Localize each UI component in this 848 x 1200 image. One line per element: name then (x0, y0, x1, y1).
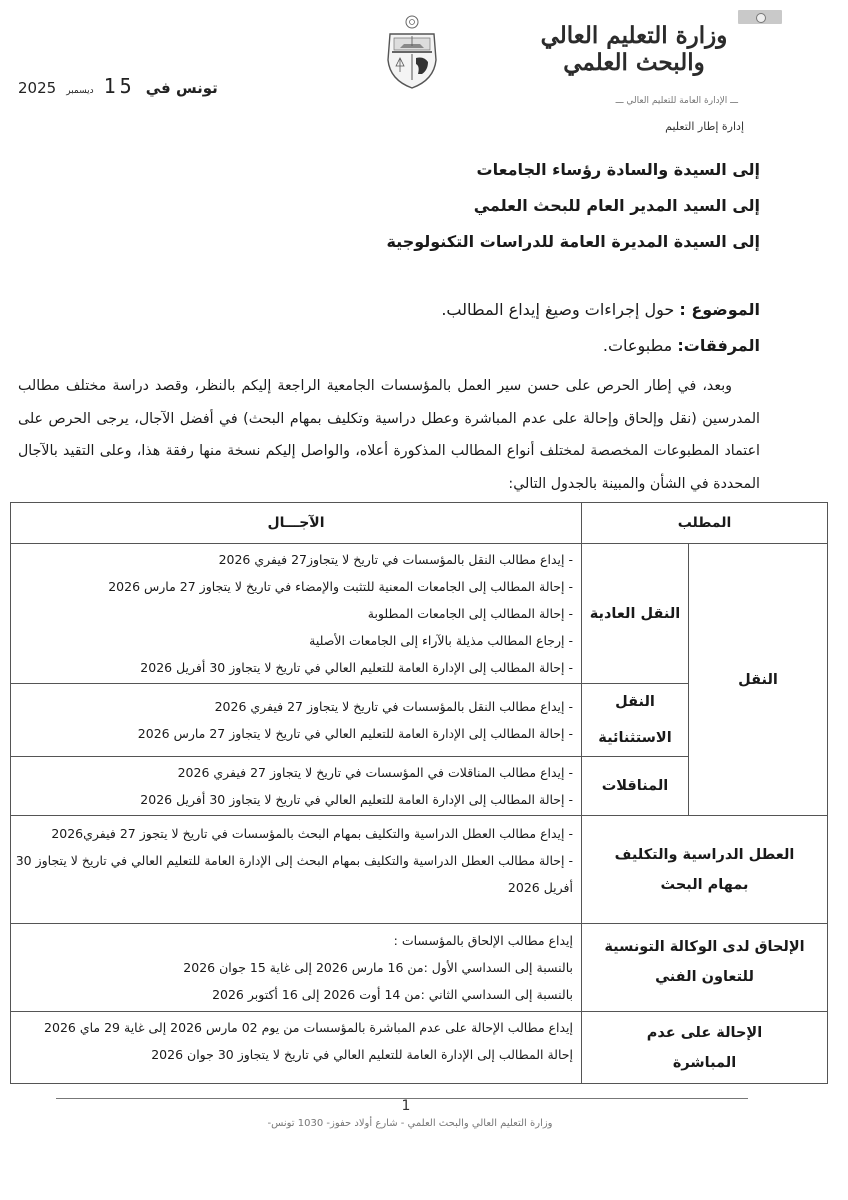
general-directorate: ـــ الإدارة العامة للتعليم العالي ـــ (615, 96, 738, 106)
row-category: الإلحاق لدى الوكالة التونسية للتعاون الفني (582, 924, 828, 1012)
table-header-row (11, 503, 828, 544)
ministry-title-line2: والبحث العلمي (563, 49, 705, 76)
deadline-item: إيداع مطالب الإحالة على عدم المباشرة بالمؤسسات من يوم 02 مارس 2026 إلى غاية 29 ماي 2026 (44, 1020, 573, 1035)
deadline-item: إيداع مطالب الإلحاق بالمؤسسات : (393, 933, 573, 948)
dateline (18, 74, 218, 98)
row-category: النقل الاستثنائية (582, 684, 689, 757)
row-deadlines (11, 544, 582, 684)
deadline-item: - إحالة المطالب إلى الجامعات المطلوبة (367, 606, 573, 621)
recipient-line: إلى السيد المدير العام للبحث العلمي (473, 196, 760, 215)
page-number: 1 (401, 1098, 411, 1114)
row-deadlines (11, 757, 582, 816)
header-request: المطلب (582, 503, 828, 544)
row-category: العطل الدراسية والتكليف بمهام البحث (582, 816, 828, 924)
footer-address: وزارة التعليم العالي والبحث العلمي - شارع أولاد حفوز- 1030 تونس- (267, 1118, 553, 1129)
body-text: وبعد، في إطار الحرص على حسن سير العمل بالمؤسسات الجامعية الراجعة إليكم بالنظر، وقصد دراسة مختلف مطالب المدرسين (نقل وإلحاق وإحالة على عدم المباشرة وعطل دراسية وتكليف بمهام البحث) في أفضل الآجال، يرجى الحرص على اعتماد المطبوعات المخصصة لمختلف أنواع المطالب المذكورة أعلاه، والواصل إليكم نسخة منها رفقة هذا، وعلى التقيد بالآجال المحددة في الشأن والمبينة بالجدول التالي: (18, 378, 760, 492)
deadline-item: - إحالة المطالب إلى الإدارة العامة للتعليم العالي في تاريخ لا يتجاوز 27 مارس 2026 (137, 726, 573, 741)
deadline-item: - إيداع مطالب النقل بالمؤسسات في تاريخ لا يتجاوز 27 فيفري 2026 (214, 699, 573, 714)
deadlines-table (10, 502, 828, 1084)
deadline-item: بالنسبة إلى السداسي الأول :من 16 مارس 2026 إلى غاية 15 جوان 2026 (183, 960, 573, 975)
row-deadlines (11, 816, 582, 924)
subject-label: الموضوع : (679, 300, 760, 319)
row-category: الإحالة على عدم المباشرة (582, 1012, 828, 1084)
date-month: ديسمبر (66, 86, 94, 96)
transfer-group-label: النقل (689, 544, 828, 816)
subject-block (160, 292, 760, 364)
body-paragraph (18, 370, 760, 500)
deadline-item: إحالة المطالب إلى الإدارة العامة للتعليم العالي في تاريخ لا يتجاوز 30 جوان 2026 (151, 1047, 573, 1062)
row-deadlines (11, 924, 582, 1012)
table-row (11, 816, 828, 924)
deadline-item: - إحالة المطالب إلى الإدارة العامة للتعليم العالي في تاريخ لا يتجاوز 30 أفريل 2026 (140, 792, 573, 807)
row-deadlines (11, 1012, 582, 1084)
deadline-item: - إحالة المطالب إلى الجامعات المعنية للتثبت والإمضاء في تاريخ لا يتجاوز 27 مارس 2026 (108, 579, 573, 594)
attachments-text: مطبوعات. (602, 336, 673, 355)
date-day: 15 (103, 74, 136, 98)
recipients-block (260, 152, 760, 260)
deadline-item: - إرجاع المطالب مذيلة بالآراء إلى الجامعات الأصلية (309, 633, 573, 648)
date-city: تونس في (145, 79, 218, 97)
table-row (11, 544, 828, 684)
table-row (11, 924, 828, 1012)
department-name: إدارة إطار التعليم (665, 120, 744, 133)
ministry-title (484, 22, 784, 76)
deadline-item: - إيداع مطالب النقل بالمؤسسات في تاريخ لا يتجاوز27 فيفري 2026 (218, 552, 573, 567)
subject-line (160, 292, 760, 328)
attachments-label: المرفقات: (677, 336, 760, 355)
row-category: النقل العادية (582, 544, 689, 684)
deadline-item: - إيداع مطالب العطل الدراسية والتكليف بمهام البحث بالمؤسسات في تاريخ لا يتجوز 27 فيفري2026 (51, 826, 573, 841)
row-category: المناقلات (582, 757, 689, 816)
deadline-item: - إحالة المطالب إلى الإدارة العامة للتعليم العالي في تاريخ لا يتجاوز 30 أفريل 2026 (140, 660, 573, 675)
recipient-line: إلى السيدة المديرة العامة للدراسات التكنولوجية (386, 232, 760, 251)
subject-text: حول إجراءات وصيغ إيداع المطالب. (441, 300, 675, 319)
recipient-line: إلى السيدة والسادة رؤساء الجامعات (476, 160, 760, 179)
tunisia-coat-of-arms-icon (384, 14, 440, 90)
deadline-item: - إيداع مطالب المناقلات في المؤسسات في تاريخ لا يتجاوز 27 فيفري 2026 (177, 765, 573, 780)
header-deadlines: الآجـــال (11, 503, 582, 544)
table-row (11, 1012, 828, 1084)
ministry-title-line1: وزارة التعليم العالي (540, 22, 728, 49)
deadline-item: بالنسبة إلى السداسي الثاني :من 14 أوت 2026 إلى 16 أكتوبر 2026 (212, 987, 573, 1002)
date-year: 2025 (18, 79, 57, 97)
attachments-line (160, 328, 760, 364)
deadline-item: - إحالة مطالب العطل الدراسية والتكليف بمهام البحث إلى الإدارة العامة للتعليم العالي في تاريخ لا يتجاوز 30 أفريل 2026 (15, 853, 573, 895)
row-deadlines (11, 684, 582, 757)
